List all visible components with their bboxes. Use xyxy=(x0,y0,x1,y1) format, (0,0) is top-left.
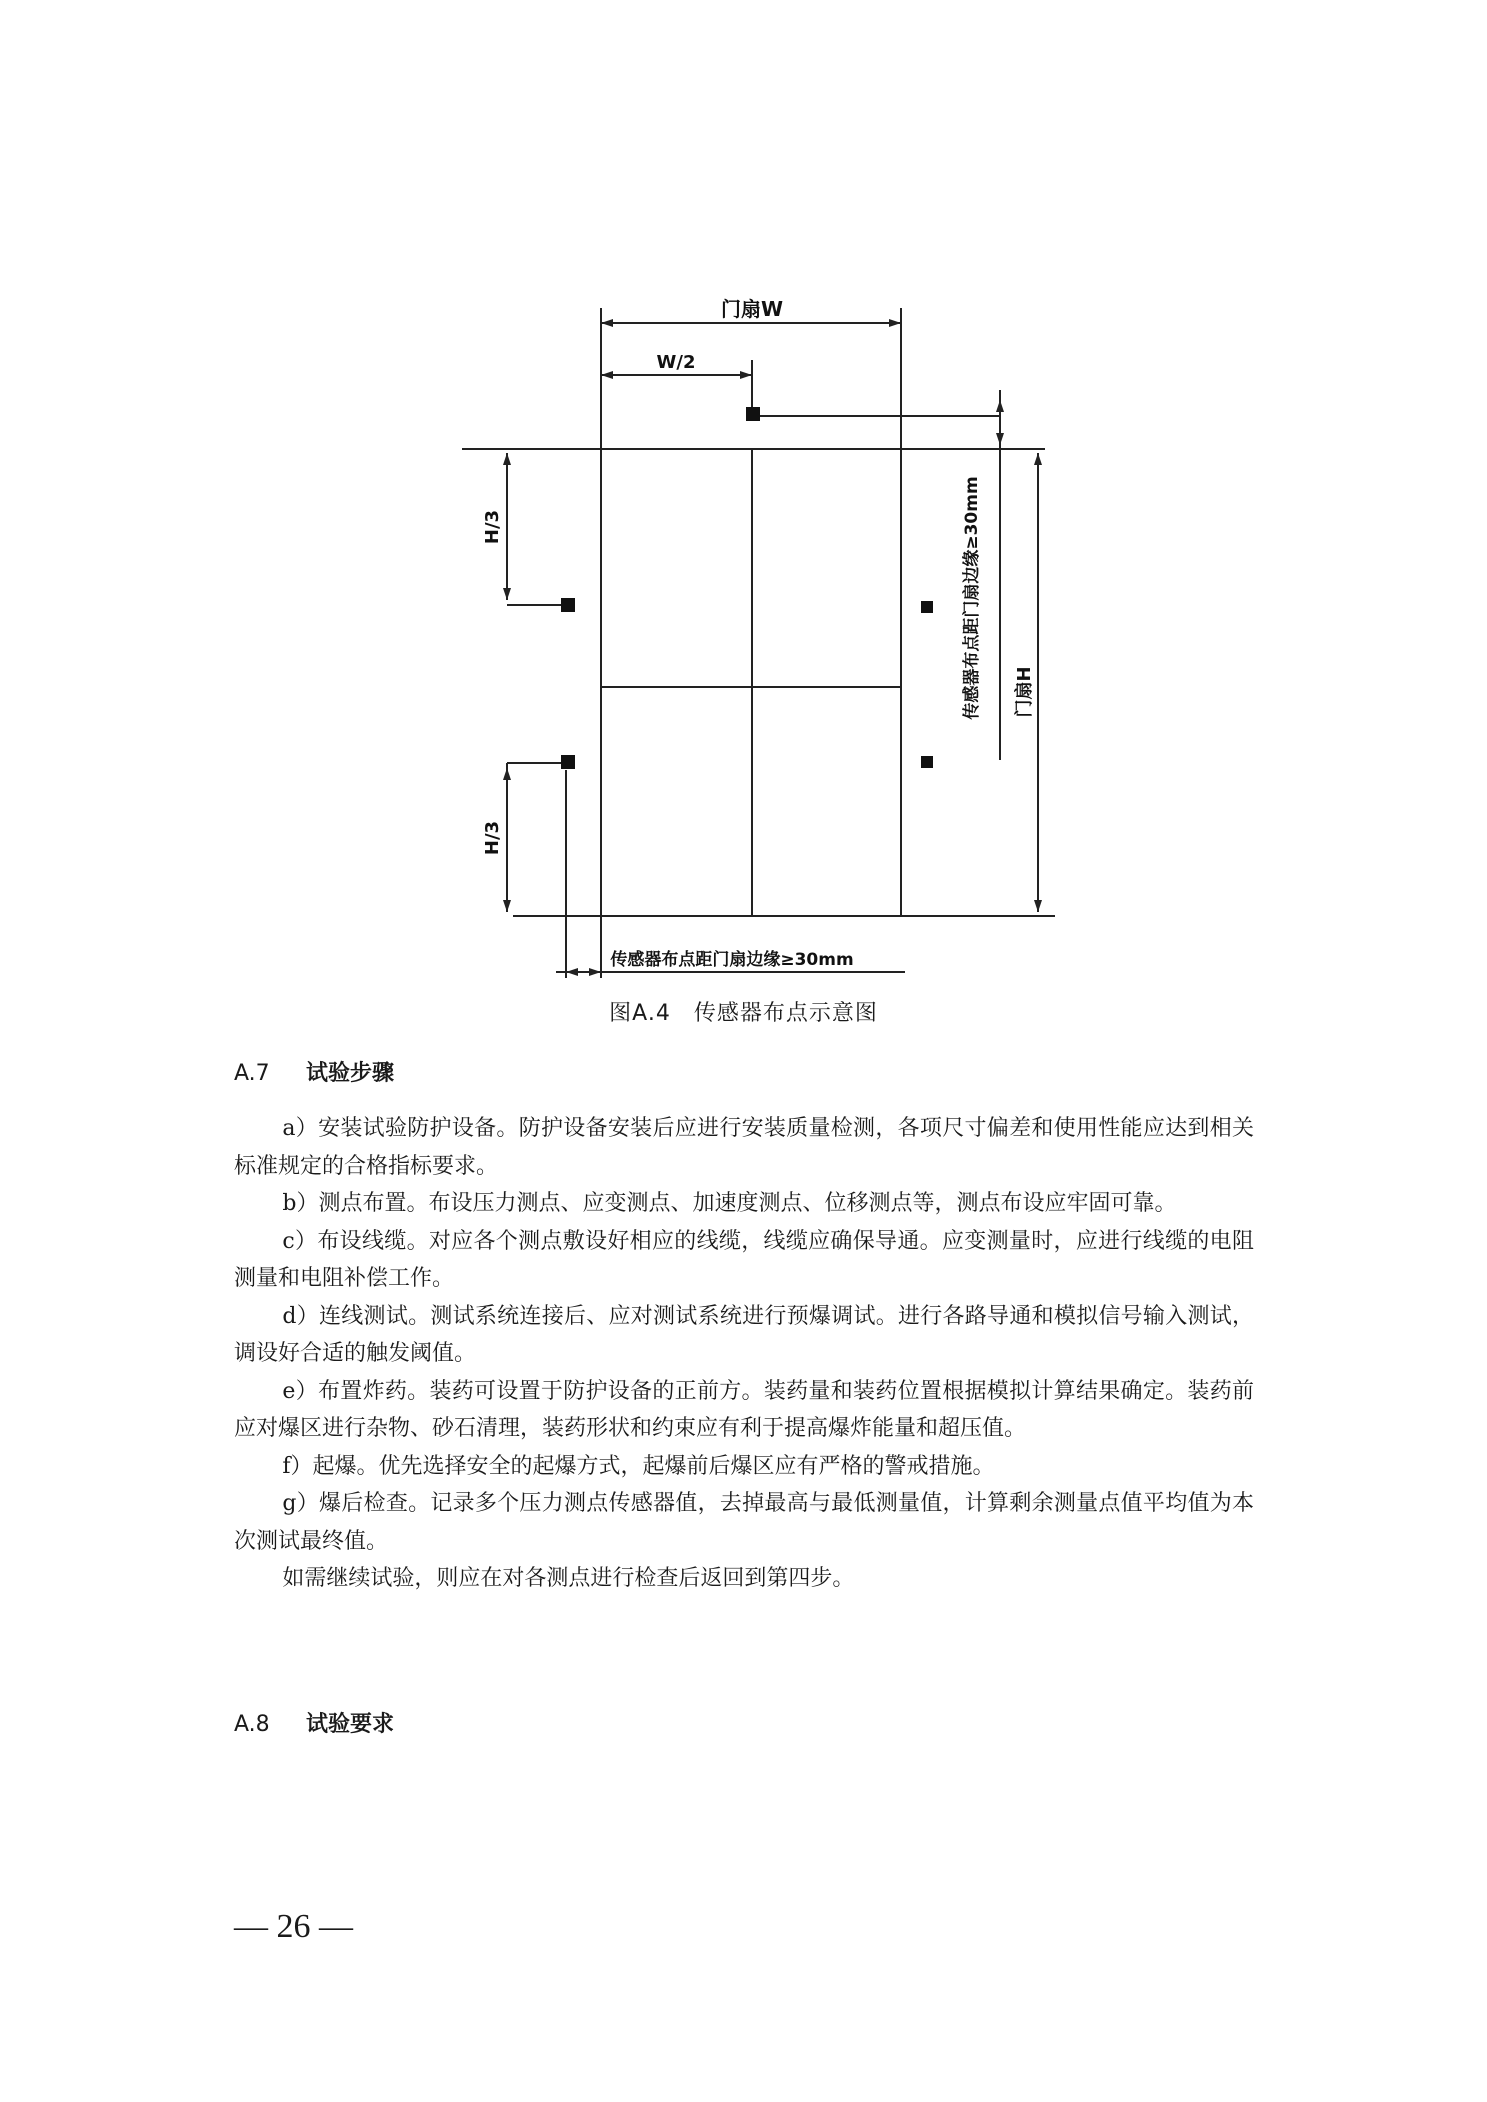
paragraph-d: d）连线测试。测试系统连接后、应对测试系统进行预爆调试。进行各路导通和模拟信号输入测试，调设好合适的触发阈值。 xyxy=(234,1303,1254,1366)
sensor-point-left-lower xyxy=(561,755,575,769)
label-third-height-bottom: H/3 xyxy=(482,820,503,856)
sensor-point-right-lower xyxy=(921,756,933,768)
paragraph-continue: 如需继续试验，则应在对各测点进行检查后返回到第四步。 xyxy=(282,1566,855,1591)
arrow-edge-v-top xyxy=(996,400,1004,412)
arrow-w2-left xyxy=(601,371,613,379)
label-edge-distance-horizontal: 传感器布点距门扇边缘≥30mm xyxy=(610,950,854,970)
arrow-edge-v-bottom xyxy=(996,433,1004,445)
paragraph-e: e）布置炸药。装药可设置于防护设备的正前方。装药量和装药位置根据模拟计算结果确定。装药前应对爆区进行杂物、砂石清理，装药形状和约束应有利于提高爆炸能量和超压值。 xyxy=(234,1378,1254,1441)
arrow-w-right xyxy=(889,319,901,327)
arrow-h3-top-down xyxy=(503,588,511,600)
diagram-svg xyxy=(0,0,1487,1000)
paragraph-g: g）爆后检查。记录多个压力测点传感器值，去掉最高与最低测量值，计算剩余测量点值平均值为本次测试最终值。 xyxy=(234,1491,1254,1554)
section-number: A.7 xyxy=(234,1061,270,1086)
arrow-h3-top-up xyxy=(503,453,511,465)
arrow-h3-bottom-down xyxy=(503,900,511,912)
section-heading-a7 xyxy=(234,1056,394,1087)
paragraph-a: a）安装试验防护设备。防护设备安装后应进行安装质量检测，各项尺寸偏差和使用性能应达到相关标准规定的合格指标要求。 xyxy=(234,1116,1254,1179)
paragraph-b: b）测点布置。布设压力测点、应变测点、加速度测点、位移测点等，测点布设应牢固可靠。 xyxy=(282,1191,1177,1216)
arrow-w-left xyxy=(601,319,613,327)
sensor-point-top-center xyxy=(746,407,760,421)
arrow-h-bottom xyxy=(1034,900,1042,912)
section-heading-a8 xyxy=(234,1707,394,1738)
page-number: — 26 — xyxy=(234,1908,353,1945)
arrow-edge-h-right xyxy=(589,968,601,976)
section-number: A.8 xyxy=(234,1712,270,1737)
label-edge-distance-vertical: 传感器布点距门扇边缘≥30mm xyxy=(962,476,982,720)
sensor-layout-diagram xyxy=(0,0,1487,1000)
label-door-width: 门扇W xyxy=(720,297,784,321)
label-door-height: 门扇H xyxy=(1014,666,1035,718)
figure-caption: 图A.4 传感器布点示意图 xyxy=(609,1001,878,1026)
paragraph-c: c）布设线缆。对应各个测点敷设好相应的线缆，线缆应确保导通。应变测量时，应进行线缆的电阻测量和电阻补偿工作。 xyxy=(234,1228,1254,1291)
arrow-h-top xyxy=(1034,453,1042,465)
arrow-h3-bottom-up xyxy=(503,768,511,780)
test-steps-body xyxy=(234,1110,1254,1598)
sensor-point-right-upper xyxy=(921,601,933,613)
arrow-edge-h-left xyxy=(566,968,578,976)
section-title: 试验步骤 xyxy=(306,1061,395,1086)
label-half-width: W/2 xyxy=(656,352,696,373)
arrow-w2-right xyxy=(740,371,752,379)
label-third-height-top: H/3 xyxy=(482,509,503,545)
sensor-point-left-upper xyxy=(561,598,575,612)
paragraph-f: f）起爆。优先选择安全的起爆方式，起爆前后爆区应有严格的警戒措施。 xyxy=(282,1453,995,1479)
section-title: 试验要求 xyxy=(306,1712,395,1737)
